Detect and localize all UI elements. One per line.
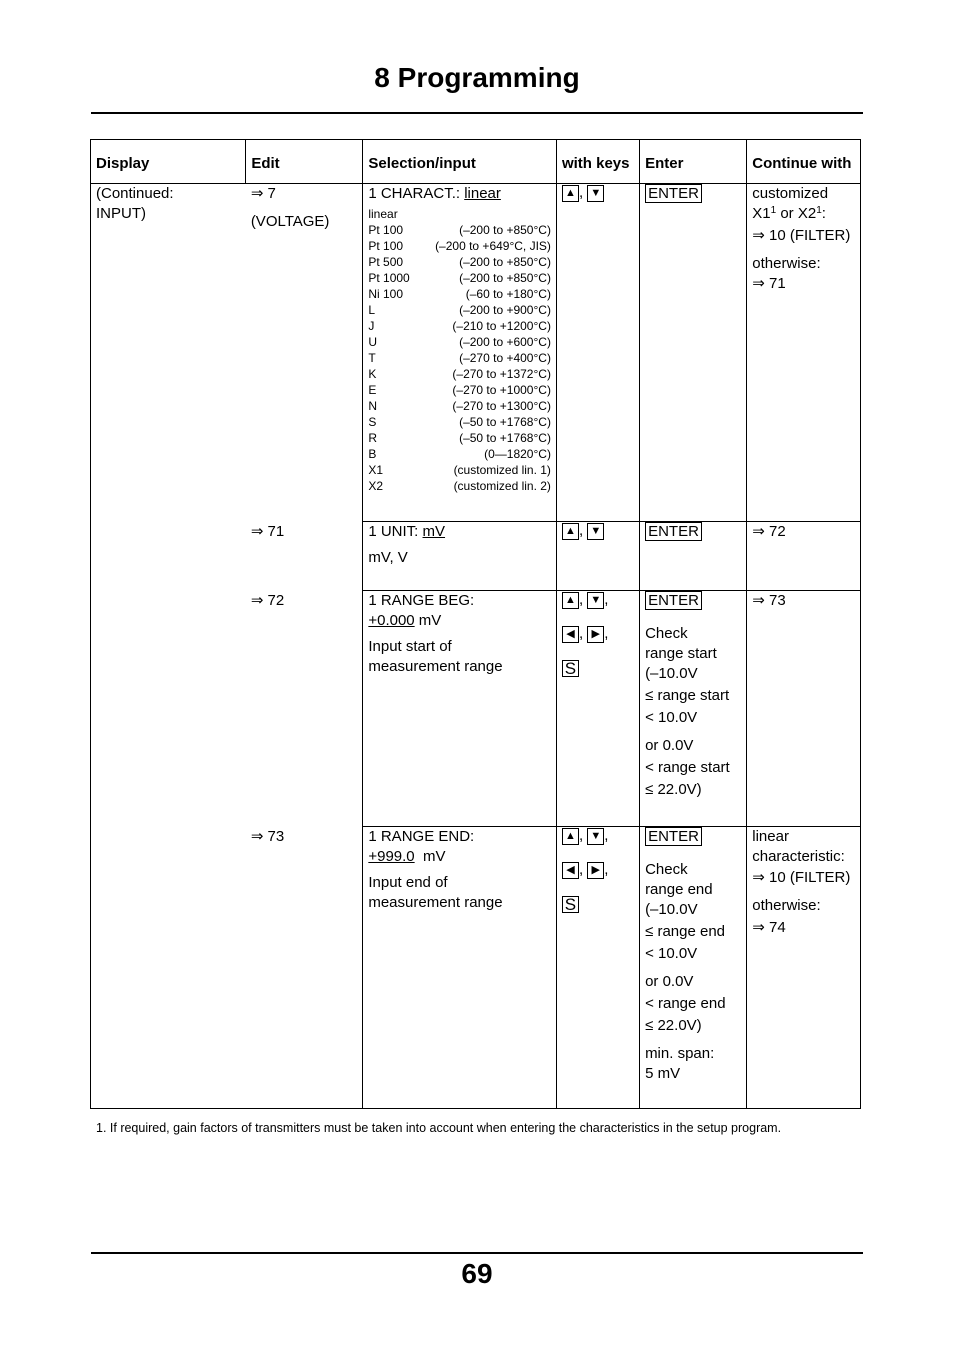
list-item: Ni 100 (–60 to +180°C) bbox=[368, 287, 551, 301]
edit-cell bbox=[246, 184, 363, 522]
selection-cell: 1 RANGE END: +999.0 mV Input end of measurement range bbox=[363, 827, 557, 1109]
display-cell: (Continued: INPUT) bbox=[91, 184, 246, 1109]
s-key-icon: S bbox=[562, 896, 579, 913]
list-item: S (–50 to +1768°C) bbox=[368, 415, 551, 429]
list-item: X1 (customized lin. 1) bbox=[368, 463, 551, 477]
right-arrow-key-icon: ▶ bbox=[587, 862, 604, 879]
keys-cell: ▲ , ▼ , ◀ , ▶ , S bbox=[556, 827, 639, 1109]
selection-value: +999.0 bbox=[368, 848, 415, 865]
list-item: R (–50 to +1768°C) bbox=[368, 431, 551, 445]
enter-key-icon: ENTER bbox=[645, 827, 702, 846]
enter-key-icon: ENTER bbox=[645, 184, 702, 203]
enter-key-icon: ENTER bbox=[645, 522, 702, 541]
keys-cell: ▲ , ▼ , ◀ , ▶ , S bbox=[556, 591, 639, 827]
right-arrow-key-icon: ▶ bbox=[587, 626, 604, 643]
edit-cell: ⇒ 71 bbox=[246, 522, 363, 591]
footer-rule bbox=[91, 1252, 863, 1254]
list-item: N (–270 to +1300°C) bbox=[368, 399, 551, 413]
up-arrow-key-icon: ▲ bbox=[562, 828, 579, 845]
header-edit: Edit bbox=[246, 140, 363, 184]
page-number: 69 bbox=[461, 1258, 493, 1289]
header-keys: with keys bbox=[556, 140, 639, 184]
down-arrow-key-icon: ▼ bbox=[587, 523, 604, 540]
header-enter: Enter bbox=[640, 140, 747, 184]
edit-cell: ⇒ 73 bbox=[246, 827, 363, 1109]
list-item: J (–210 to +1200°C) bbox=[368, 319, 551, 333]
enter-cell bbox=[640, 184, 747, 522]
list-item: T (–270 to +400°C) bbox=[368, 351, 551, 365]
down-arrow-key-icon: ▼ bbox=[587, 592, 604, 609]
enter-key-icon: ENTER bbox=[645, 591, 702, 610]
selection-cell: 1 UNIT: mV mV, V bbox=[363, 522, 557, 591]
enter-cell bbox=[640, 522, 747, 591]
list-item: L (–200 to +900°C) bbox=[368, 303, 551, 317]
up-arrow-key-icon: ▲ bbox=[562, 523, 579, 540]
list-item: B (0—1820°C) bbox=[368, 447, 551, 461]
list-item: Pt 1000 (–200 to +850°C) bbox=[368, 271, 551, 285]
continue-cell: customized $X1^1$ or $X2^1$: ⇒ 10 (FILTER) otherwise: ⇒ 71 bbox=[747, 184, 861, 522]
edit-cell: ⇒ 72 bbox=[246, 591, 363, 827]
characteristic-list bbox=[368, 206, 551, 494]
continue-cell: ⇒ 72 bbox=[747, 522, 861, 591]
list-item: E (–270 to +1000°C) bbox=[368, 383, 551, 397]
page-title: 8 Programming bbox=[374, 62, 580, 93]
footnote: 1. If required, gain factors of transmitters must be taken into account when entering the characteristics in the setup program. bbox=[96, 1121, 782, 1135]
selection-value: +0.000 bbox=[368, 612, 415, 629]
up-arrow-key-icon: ▲ bbox=[562, 592, 579, 609]
list-item: K (–270 to +1372°C) bbox=[368, 367, 551, 381]
list-item: X2 (customized lin. 2) bbox=[368, 479, 551, 493]
left-arrow-key-icon: ◀ bbox=[562, 862, 579, 879]
keys-cell: ▲ , ▼ bbox=[556, 184, 639, 522]
edit-label: (VOLTAGE) bbox=[250, 213, 330, 230]
edit-target: ⇒ 7 bbox=[250, 185, 276, 202]
header-continue: Continue with bbox=[747, 140, 861, 184]
selection-value: mV bbox=[422, 523, 446, 540]
left-arrow-key-icon: ◀ bbox=[562, 626, 579, 643]
continue-cell: ⇒ 73 bbox=[747, 591, 861, 827]
selection-cell bbox=[363, 184, 557, 522]
s-key-icon: S bbox=[562, 660, 579, 677]
keys-cell: ▲ , ▼ bbox=[556, 522, 639, 591]
table-row bbox=[91, 184, 861, 522]
header-rule bbox=[91, 112, 863, 114]
selection-label: 1 CHARACT.: bbox=[368, 185, 465, 202]
list-item: Pt 100 (–200 to +850°C) bbox=[368, 223, 551, 237]
list-item: Pt 500 (–200 to +850°C) bbox=[368, 255, 551, 269]
selection-options: mV, V bbox=[368, 549, 408, 566]
table-header-row bbox=[91, 140, 861, 184]
list-item: linear bbox=[368, 207, 398, 221]
up-arrow-key-icon: ▲ bbox=[562, 185, 579, 202]
header-selection: Selection/input bbox=[363, 140, 557, 184]
selection-cell: 1 RANGE BEG: +0.000 mV Input start of measurement range bbox=[363, 591, 557, 827]
list-item: Pt 100 (–200 to +649°C, JIS) bbox=[368, 239, 551, 253]
enter-cell: ENTER Check range start (–10.0V ≤ range start < 10.0V or 0.0V < range start ≤ 22.0V) bbox=[640, 591, 747, 827]
down-arrow-key-icon: ▼ bbox=[587, 185, 604, 202]
programming-table bbox=[90, 139, 861, 1109]
header-display: Display bbox=[91, 140, 246, 184]
selection-value: linear bbox=[464, 185, 501, 202]
continue-cell: linear characteristic: ⇒ 10 (FILTER) otherwise: ⇒ 74 bbox=[747, 827, 861, 1109]
down-arrow-key-icon: ▼ bbox=[587, 828, 604, 845]
list-item: U (–200 to +600°C) bbox=[368, 335, 551, 349]
enter-cell: ENTER Check range end (–10.0V ≤ range end < 10.0V or 0.0V < range end ≤ 22.0V) min. span: 5 mV bbox=[640, 827, 747, 1109]
